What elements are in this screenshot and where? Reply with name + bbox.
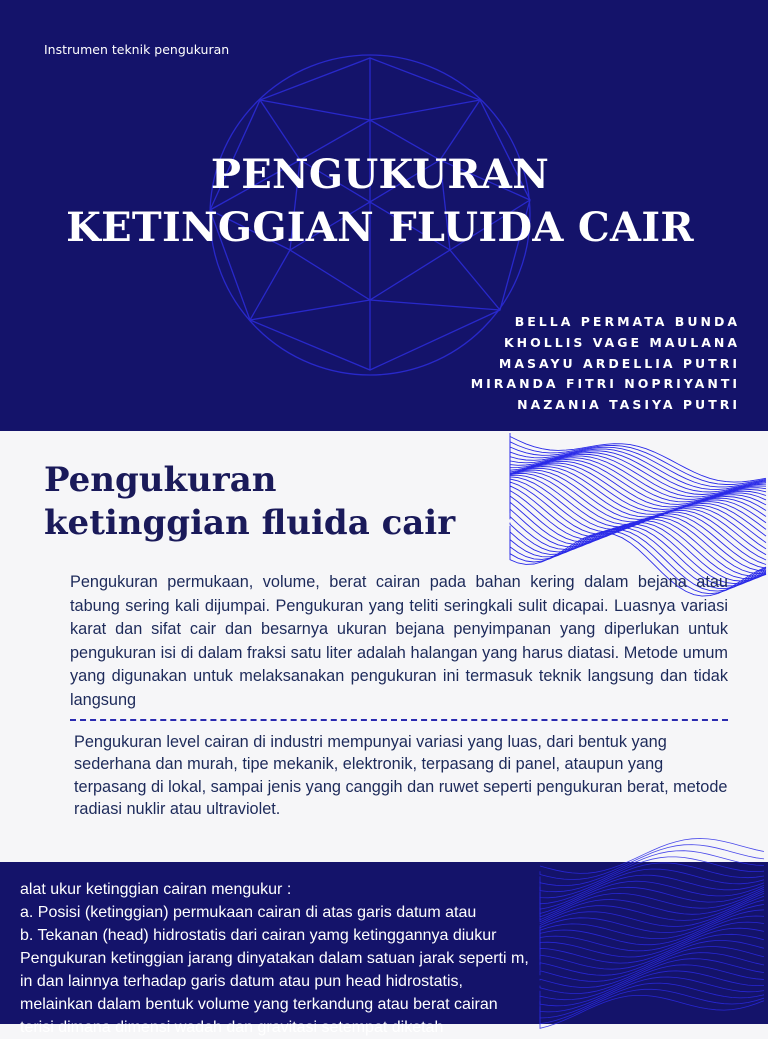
dashed-divider — [70, 719, 728, 721]
title-line-1: PENGUKURAN — [210, 151, 550, 198]
intro-paragraph: Pengukuran permukaan, volume, berat cairan pada bahan kering dalam bejana atau tabung sering kali dijumpai. Pengukuran yang teliti seringkali sulit dicapai. Luasnya variasi karat dan sifat cair dan besarnya ukuran bejana penyimpanan yang diperlukan untuk pengukuran isi di dalam fraksi satu liter adalah halangan yang harus diatasi. Metode umum yang digunakan untuk melaksanakan pengukuran ini termasuk teknik langsung dan tidak langsung — [70, 573, 728, 709]
section-heading-line-2: ketinggian fluida cair — [44, 503, 456, 543]
cover-header — [0, 0, 768, 431]
kicker-label: Instrumen teknik pengukuran — [44, 42, 230, 57]
text-line: melainkan dalam bentuk volume yang terkandung atau berat cairan — [20, 996, 498, 1013]
wave-lines-graphic — [500, 431, 768, 561]
section-heading — [44, 459, 455, 545]
section-heading-line-1: Pengukuran — [44, 460, 277, 500]
text-line: Pengukuran ketinggian jarang dinyatakan dalam satuan jarak seperti m, — [20, 950, 529, 967]
content-section — [0, 431, 768, 862]
text-line: a. Posisi (ketinggian) permukaan cairan di atas garis datum atau — [20, 904, 477, 921]
text-line: b. Tekanan (head) hidrostatis dari cairan yamg ketinggannya diukur — [20, 927, 497, 944]
title-line-2: KETINGGIAN FLUIDA CAIR — [66, 204, 694, 251]
author-list — [471, 312, 740, 416]
author-name: KHOLLIS VAGE MAULANA — [503, 334, 740, 350]
author-name: NAZANIA TASIYA PUTRI — [517, 397, 740, 413]
text-line: alat ukur ketinggian cairan mengukur : — [20, 881, 292, 898]
text-line: terisi dimana dimensi wadah dan gravitasi setempat diketah — [20, 1019, 444, 1036]
bottom-text — [20, 878, 580, 1039]
text-line: in dan lainnya terhadap garis datum atau pun head hidrostatis, — [20, 973, 463, 990]
detail-paragraph: Pengukuran level cairan di industri mempunyai variasi yang luas, dari bentuk yang sederhana dan murah, tipe mekanik, elektronik, terpasang di panel, ataupun yang terpasang di lokal, sampai jenis yang canggih dan ruwet seperti pengukuran berat, metode radiasi nuklir atau ultraviolet. — [74, 733, 728, 819]
author-name: MASAYU ARDELLIA PUTRI — [498, 355, 740, 371]
author-name: MIRANDA FITRI NOPRIYANTI — [470, 376, 740, 392]
page-title — [0, 148, 760, 254]
bottom-panel — [0, 862, 768, 1036]
author-name: BELLA PERMATA BUNDA — [514, 314, 740, 329]
